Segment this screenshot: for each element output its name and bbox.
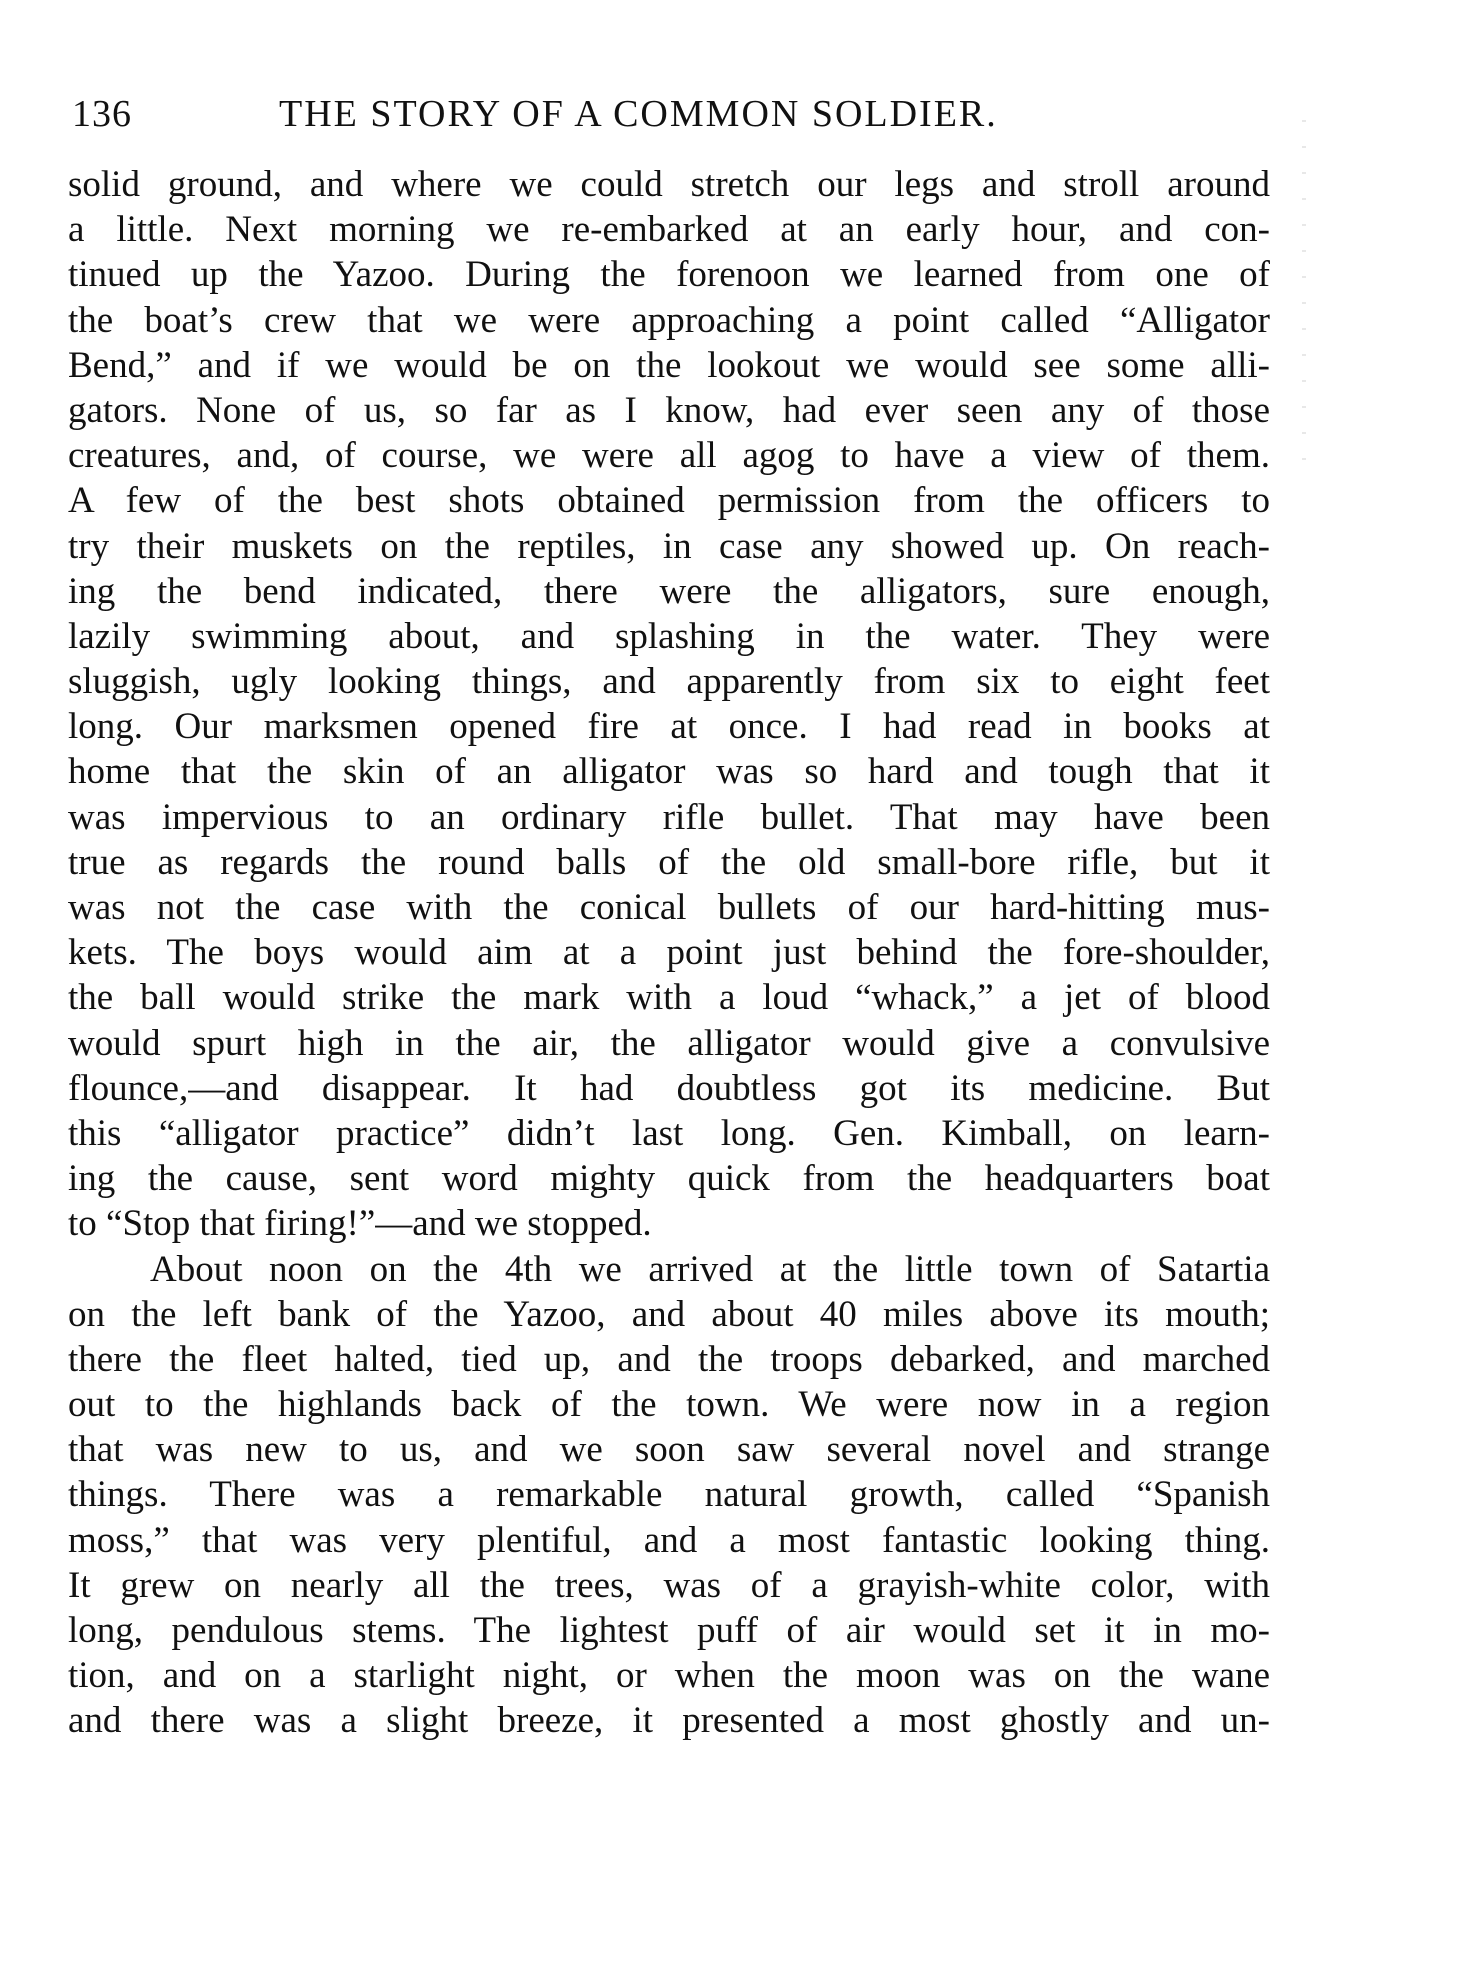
text-line: this “alligator practice” didn’t last long. Gen. Kimball, on learn- [68,1112,1270,1154]
text-line: would spurt high in the air, the alligator would give a convulsive [68,1022,1270,1064]
running-head [72,92,1272,142]
page-number: 136 [72,93,132,135]
text-line: kets. The boys would aim at a point just behind the fore-shoulder, [68,932,1270,974]
book-title: THE STORY OF A COMMON SOLDIER. [279,93,998,135]
text-line: flounce,—and disappear. It had doubtless got its medicine. But [68,1067,1270,1109]
text-line: true as regards the round balls of the old small-bore rifle, but it [68,841,1270,883]
text-line: to “Stop that firing!”—and we stopped. [68,1203,652,1245]
text-line: Bend,” and if we would be on the lookout we would see some alli- [68,344,1270,386]
paragraph-1 [68,162,1270,1247]
text-line: things. There was a remarkable natural growth, called “Spanish [68,1474,1270,1516]
body-text [68,162,1270,1744]
text-line: gators. None of us, so far as I know, had ever seen any of those [68,389,1270,431]
text-line: that was new to us, and we soon saw several novel and strange [68,1429,1270,1471]
text-line: on the left bank of the Yazoo, and about 40 miles above its mouth; [68,1293,1270,1335]
text-line: solid ground, and where we could stretch our legs and stroll around [68,164,1270,205]
text-line: ing the bend indicated, there were the alligators, sure enough, [68,570,1270,612]
text-line: the ball would strike the mark with a loud “whack,” a jet of blood [68,977,1270,1019]
text-line: ing the cause, sent word mighty quick from the headquarters boat [68,1158,1270,1200]
text-line: About noon on the 4th we arrived at the little town of Satartia [150,1248,1270,1290]
text-line: was impervious to an ordinary rifle bullet. That may have been [68,796,1270,838]
paragraph-2 [68,1247,1270,1744]
text-line: lazily swimming about, and splashing in the water. They were [68,615,1270,657]
text-line: long, pendulous stems. The lightest puff of air would set it in mo- [68,1610,1270,1651]
text-line: tion, and on a starlight night, or when the moon was on the wane [68,1655,1270,1697]
text-line: there the fleet halted, tied up, and the troops debarked, and marched [68,1338,1270,1380]
text-line: sluggish, ugly looking things, and apparently from six to eight feet [68,661,1270,703]
text-line: out to the highlands back of the town. We were now in a region [68,1384,1270,1426]
text-line: A few of the best shots obtained permission from the officers to [68,480,1270,522]
text-line: home that the skin of an alligator was so hard and tough that it [68,751,1270,793]
text-line: a little. Next morning we re-embarked at an early hour, and con- [68,209,1270,251]
text-line: long. Our marksmen opened fire at once. I had read in books at [68,706,1270,748]
text-line: tinued up the Yazoo. During the forenoon we learned from one of [68,254,1270,296]
scan-margin-specks [1302,120,1306,460]
text-line: It grew on nearly all the trees, was of a grayish-white color, with [68,1564,1270,1606]
text-line: moss,” that was very plentiful, and a most fantastic looking thing. [68,1519,1270,1561]
text-line: was not the case with the conical bullets of our hard-hitting mus- [68,887,1270,928]
text-line: the boat’s crew that we were approaching a point called “Alligator [68,299,1270,341]
text-line: and there was a slight breeze, it presented a most ghostly and un- [68,1700,1270,1742]
text-line: try their muskets on the reptiles, in case any showed up. On reach- [68,525,1270,567]
text-line: creatures, and, of course, we were all agog to have a view of them. [68,435,1270,477]
